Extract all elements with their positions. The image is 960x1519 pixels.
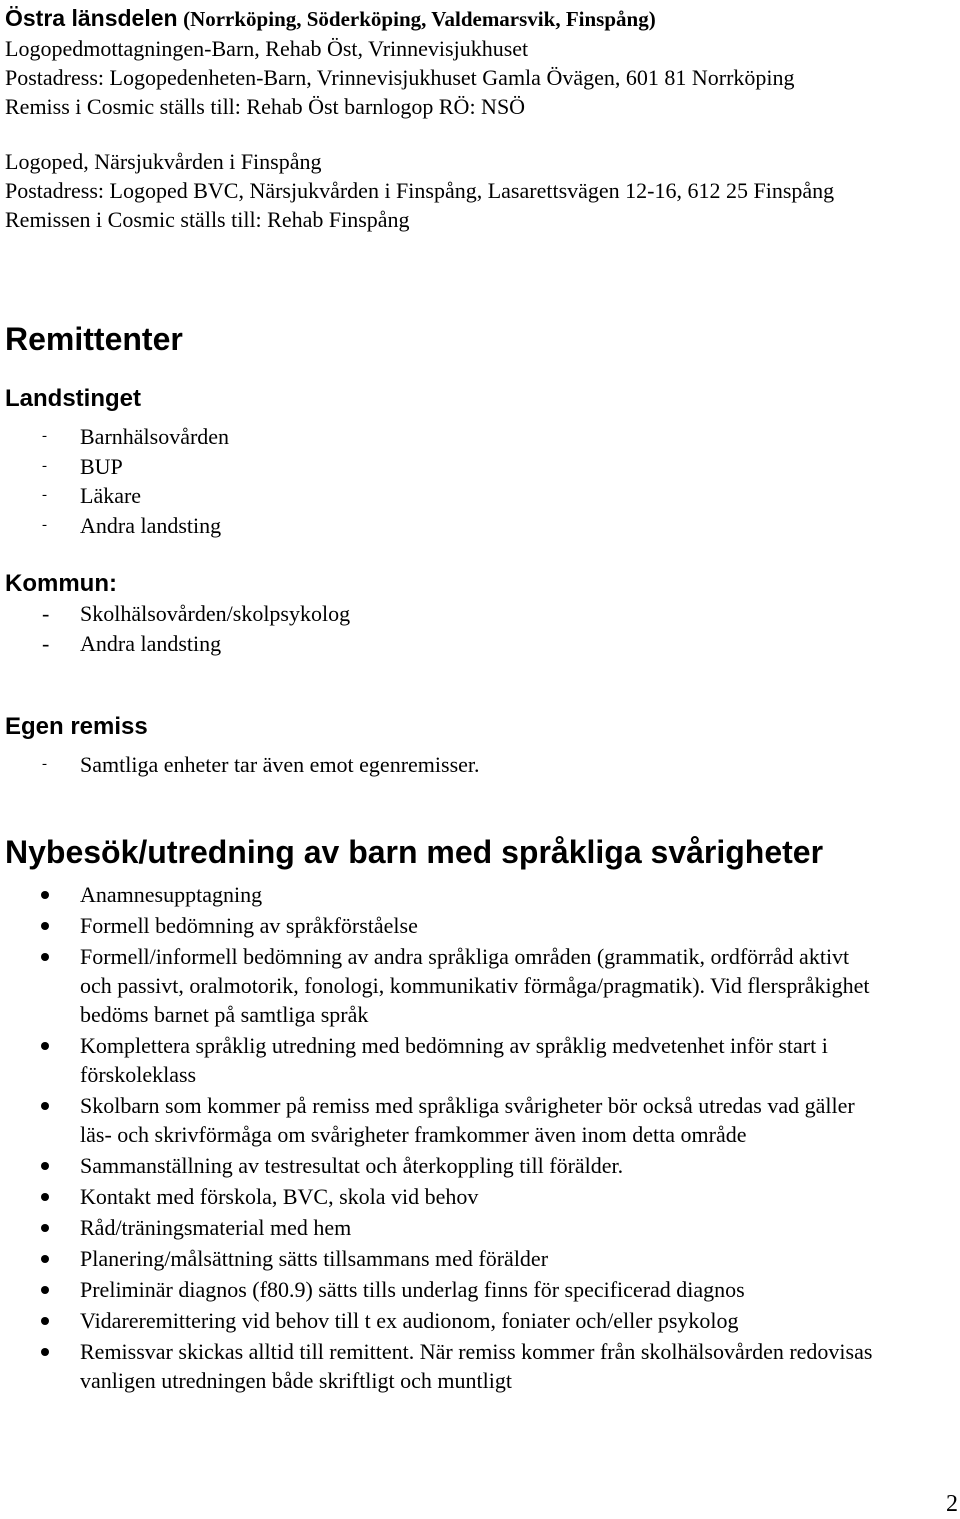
nybesok-heading: Nybesök/utredning av barn med språkliga svårigheter xyxy=(5,834,824,870)
bullet-icon xyxy=(41,1042,49,1050)
list-item: - Andra landsting xyxy=(42,630,222,656)
nybesok-list xyxy=(5,880,885,1395)
list-item: - Läkare xyxy=(42,483,142,508)
unit-2-line-1: Logoped, Närsjukvården i Finspång xyxy=(5,149,322,174)
bullet-icon xyxy=(41,1162,49,1170)
bullet-icon xyxy=(41,1317,49,1325)
region-title-line xyxy=(5,4,960,34)
kommun-list xyxy=(5,599,960,658)
list-item: Remissvar skickas alltid till remittent. När remiss kommer från skolhälsovården redovisas vanligen utredningen både skriftligt och muntligt xyxy=(5,1337,885,1395)
landstinget-heading: Landstinget xyxy=(5,385,141,412)
list-item: Anamnesupptagning xyxy=(5,880,885,909)
bullet-icon xyxy=(41,953,49,961)
nybesok-section xyxy=(5,833,960,871)
unit-2-line-2: Postadress: Logoped BVC, Närsjukvården i Finspång, Lasarettsvägen 12-16, 612 25 Finspång xyxy=(5,178,835,203)
bullet-icon xyxy=(41,1102,49,1110)
unit-1-line-3: Remiss i Cosmic ställs till: Rehab Öst barnlogop RÖ: NSÖ xyxy=(5,94,526,119)
list-item: Formell/informell bedömning av andra språkliga områden (grammatik, ordförråd aktivt och passivt, oralmotorik, fonologi, kommunikativ förmåga/pragmatik). Vid flerspråkighet bedöms barnet på samtliga språk xyxy=(5,942,885,1029)
unit-1-line-1: Logopedmottagningen-Barn, Rehab Öst, Vrinnevisjukhuset xyxy=(5,36,529,61)
list-item: Kontakt med förskola, BVC, skola vid behov xyxy=(5,1182,885,1211)
list-item: Komplettera språklig utredning med bedömning av språklig medvetenhet inför start i förskoleklass xyxy=(5,1031,885,1089)
list-item: Preliminär diagnos (f80.9) sätts tills underlag finns för specificerad diagnos xyxy=(5,1275,885,1304)
egen-remiss-heading: Egen remiss xyxy=(5,713,148,740)
list-item: Formell bedömning av språkförståelse xyxy=(5,911,885,940)
egen-remiss-section xyxy=(5,712,960,742)
list-item: Skolbarn som kommer på remiss med språkliga svårigheter bör också utredas vad gäller läs- och skrivförmåga om svårigheter framkommer även inom detta område xyxy=(5,1091,885,1149)
bullet-icon xyxy=(41,1193,49,1201)
list-item: Råd/träningsmaterial med hem xyxy=(5,1213,885,1242)
bullet-icon xyxy=(41,922,49,930)
list-item: - Barnhälsovården xyxy=(42,424,230,449)
egen-remiss-list-wrap xyxy=(5,750,960,780)
list-item: - BUP xyxy=(42,453,123,479)
region-header xyxy=(5,4,960,121)
bullet-icon xyxy=(41,1286,49,1294)
kommun-list-wrap xyxy=(5,599,960,658)
list-item: - Andra landsting xyxy=(42,512,222,538)
list-item: - Samtliga enheter tar även emot egenremisser. xyxy=(42,752,480,777)
list-item: Vidareremittering vid behov till t ex audionom, foniater och/eller psykolog xyxy=(5,1306,885,1335)
remittenter-heading: Remittenter xyxy=(5,321,183,357)
bullet-icon xyxy=(41,1348,49,1356)
landstinget-section xyxy=(5,384,960,414)
bullet-icon xyxy=(41,1224,49,1232)
unit-1-line-2: Postadress: Logopedenheten-Barn, Vrinnevisjukhuset Gamla Övägen, 601 81 Norrköping xyxy=(5,65,795,90)
list-item: Sammanställning av testresultat och återkoppling till förälder. xyxy=(5,1151,885,1180)
bullet-icon xyxy=(41,1255,49,1263)
bullet-icon xyxy=(41,891,49,899)
page-number: 2 xyxy=(946,1491,958,1517)
unit-finspang xyxy=(5,147,960,234)
remittenter-section xyxy=(5,320,960,358)
region-subtitle: (Norrköping, Söderköping, Valdemarsvik, Finspång) xyxy=(183,7,656,31)
kommun-section xyxy=(5,569,960,599)
unit-2-line-3: Remissen i Cosmic ställs till: Rehab Finspång xyxy=(5,207,410,232)
landstinget-list xyxy=(5,422,960,540)
nybesok-list-wrap xyxy=(5,880,960,1397)
region-title: Östra länsdelen xyxy=(5,5,178,31)
landstinget-list-wrap xyxy=(5,422,960,540)
egen-remiss-list xyxy=(5,750,960,780)
list-item: Planering/målsättning sätts tillsammans med förälder xyxy=(5,1244,885,1273)
kommun-heading: Kommun: xyxy=(5,570,117,597)
list-item: - Skolhälsovården/skolpsykolog xyxy=(42,601,351,626)
